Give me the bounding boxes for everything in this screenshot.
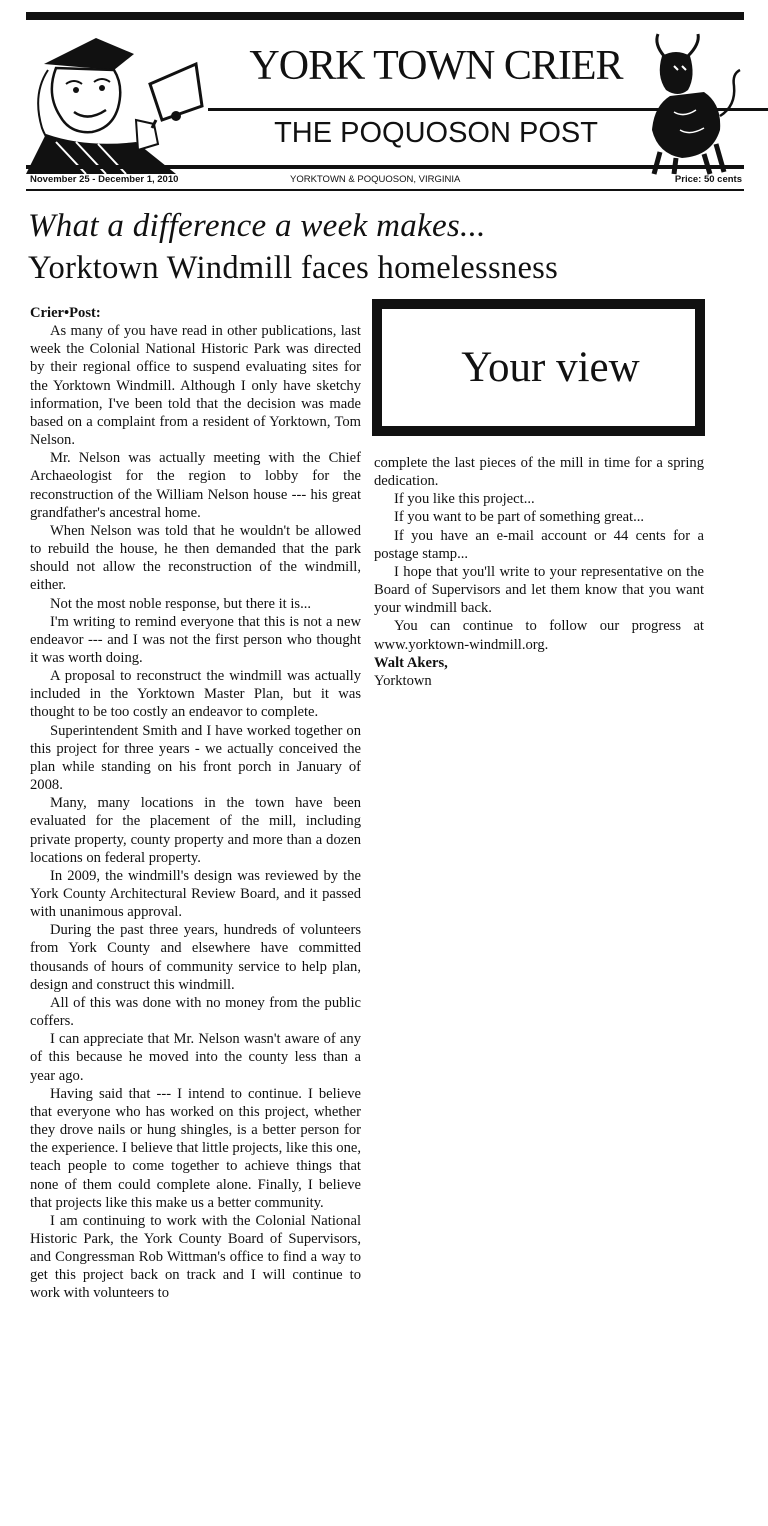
letter-salutation: Crier•Post:	[30, 305, 101, 321]
masthead	[26, 20, 744, 168]
headline-main: Yorktown Windmill faces homelessness	[28, 250, 559, 286]
letter-paragraph: If you like this project...	[394, 491, 535, 508]
letter-right-column	[374, 454, 704, 690]
letter-paragraph: Mr. Nelson was actually meeting with the Chief Archaeologist for the region to lobby for the reconstruction of the William Nelson house --- his great grandfather's ancestral home.	[30, 450, 361, 521]
letter-signature-town: Yorktown	[374, 672, 432, 689]
dateline	[26, 172, 744, 188]
issue-price: Price: 50 cents	[674, 174, 742, 185]
letter-paragraph: Not the most noble response, but there it is...	[50, 595, 312, 612]
letter-paragraph: complete the last pieces of the mill in time for a spring dedication.	[374, 455, 704, 490]
letter-paragraph: Many, many locations in the town have been evaluated for the placement of the mill, including private property, county property and more than a dozen locations on federal property.	[30, 795, 361, 866]
letter-paragraph: During the past three years, hundreds of volunteers from York County and elsewhere have committed thousands of hours of community service to help plan, design and construct this windmill.	[30, 922, 361, 993]
letter-signature: Walt Akers,	[374, 654, 448, 671]
issue-location: YORKTOWN & POQUOSON, VIRGINIA	[290, 174, 461, 185]
letter-paragraph: If you have an e-mail account or 44 cents for a postage stamp...	[374, 527, 704, 562]
newspaper-title: YORK TOWN CRIER	[249, 43, 623, 89]
your-view-box	[372, 299, 705, 436]
letter-paragraph: Superintendent Smith and I have worked together on this project for three years - we actually conceived the plan while standing on his front porch in January of 2008.	[30, 722, 361, 794]
letter-paragraph: If you want to be part of something great...	[394, 509, 645, 526]
headline-kicker: What a difference a week makes...	[28, 208, 486, 244]
bull-icon	[624, 26, 744, 176]
letter-paragraph: In 2009, the windmill's design was reviewed by the York County Architectural Review Board, and it passed with unanimous approval.	[30, 867, 361, 921]
town-crier-bell-icon	[26, 24, 216, 174]
top-rule	[26, 12, 744, 20]
letter-paragraph: As many of you have read in other publications, last week the Colonial National Historic Park was directed by their regional office to suspend evaluating sites for the Yorktown Windmill. Although I only have sketchy information, I've been told that the decision was made based on a complaint from a resident of Yorktown, Tom Nelson.	[30, 323, 361, 449]
letter-paragraph: When Nelson was told that he wouldn't be allowed to rebuild the house, he then demanded that the park should not allow the reconstruction of the windmill, either.	[30, 522, 361, 594]
letter-paragraph: I'm writing to remind everyone that this is not a new endeavor --- and I was not the first person who thought it was worth doing.	[30, 613, 361, 666]
letter-paragraph: I am continuing to work with the Colonial National Historic Park, the York County Board of Supervisors, and Congressman Rob Wittman's office to find a way to get this project back on track and I will continue to work with volunteers to	[30, 1212, 361, 1302]
letter-paragraph: I hope that you'll write to your representative on the Board of Supervisors and let them know that you want your windmill back.	[374, 563, 704, 617]
letter-paragraph: You can continue to follow our progress at www.yorktown-windmill.org.	[374, 618, 704, 653]
letter-paragraph: I can appreciate that Mr. Nelson wasn't aware of any of this because he moved into the county less than a year ago.	[30, 1031, 361, 1084]
letter-paragraph: Having said that --- I intend to continue. I believe that everyone who has worked on this project, whether they drove nails or hung shingles, is a better person for the experience. I believe that little projects, like this one, teach people to come together to achieve things that none of them could complete alone. Finally, I believe that projects like this make us a better community.	[30, 1085, 361, 1211]
letter-left-column	[30, 304, 361, 1303]
dateline-rule	[26, 189, 744, 191]
letter-paragraph: A proposal to reconstruct the windmill was actually included in the Yorktown Master Plan, but it was thought to be too costly an endeavor to complete.	[30, 668, 361, 721]
issue-date: November 25 - December 1, 2010	[30, 174, 179, 185]
your-view-label: Your view	[461, 344, 640, 391]
letter-paragraph: All of this was done with no money from the public coffers.	[30, 994, 361, 1030]
newspaper-subtitle: THE POQUOSON POST	[274, 117, 598, 149]
masthead-bottom-rule	[26, 165, 744, 169]
